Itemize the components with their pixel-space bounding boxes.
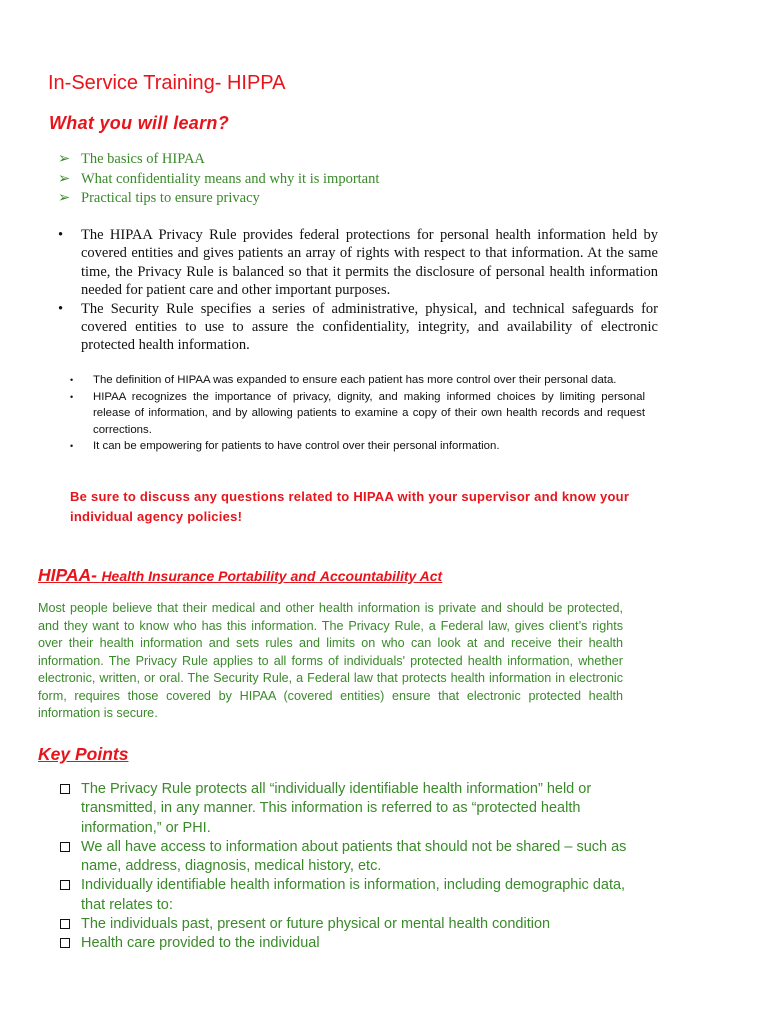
hipaa-paragraph: Most people believe that their medical and other health information is private and should be protected, and they want to know who has this information. The Privacy Rule, a Federal law, gives client’s rights over their health information and sets rules and limits on who can look at and receive their health information. The Privacy Rule applies to all forms of individuals' protected health information, whether electronic, written, or oral. The Security Rule, a Federal law that protects health information in electronic form, requires those covered by HIPAA (covered entities) ensure that electronic protected health information is secure. bbox=[38, 601, 623, 720]
key-points-heading: Key Points bbox=[38, 744, 129, 764]
hipaa-heading-part1: Health Insurance Portability and bbox=[101, 568, 316, 584]
arrow-bullet-icon: ➢ bbox=[58, 170, 71, 187]
rule-bullets bbox=[58, 226, 658, 355]
list-item: ➢ The basics of HIPAA bbox=[58, 150, 379, 170]
hipaa-heading-part2: Accountability Act bbox=[319, 568, 443, 584]
learn-list bbox=[58, 150, 379, 209]
page-title: In-Service Training- HIPPA bbox=[48, 72, 286, 94]
key-points-list bbox=[60, 780, 630, 954]
list-item: ➢ What confidentiality means and why it is important bbox=[58, 170, 379, 190]
list-item: • The definition of HIPAA was expanded to ensure each patient has more control over their personal data. bbox=[70, 372, 645, 389]
arrow-bullet-icon: ➢ bbox=[58, 151, 71, 167]
checkbox-icon bbox=[60, 880, 70, 890]
list-item: The Privacy Rule protects all “individually identifiable health information” held or transmitted, in any manner. This information is referred to as “protected health information,” or PHI. bbox=[60, 780, 630, 838]
list-item: • The Security Rule specifies a series of administrative, physical, and technical safeguards for covered entities to use to assure the confidentiality, integrity, and availability of electronic protected health information. bbox=[58, 300, 658, 354]
learn-heading: What you will learn? bbox=[49, 113, 230, 133]
bullet-icon: • bbox=[70, 441, 74, 451]
checkbox-icon bbox=[60, 938, 70, 948]
supervisor-note: Be sure to discuss any questions related to HIPAA with your supervisor and know your individual agency policies! bbox=[70, 489, 630, 524]
list-item: Health care provided to the individual bbox=[60, 934, 630, 953]
bullet-icon: • bbox=[70, 391, 74, 402]
arrow-bullet-icon: ➢ bbox=[58, 190, 71, 207]
bullet-icon: • bbox=[58, 300, 64, 317]
detail-bullets bbox=[70, 372, 645, 455]
list-item: • HIPAA recognizes the importance of privacy, dignity, and making informed choices by limiting personal release of information, and by allowing patients to examine a copy of their own health records and request corrections. bbox=[70, 390, 645, 436]
checkbox-icon bbox=[60, 842, 70, 852]
list-item: • The HIPAA Privacy Rule provides federal protections for personal health information held by covered entities and gives patients an array of rights with respect to that information. At the same time, the Privacy Rule is balanced so that it permits the disclosure of personal health information needed for patient care and other important purposes. bbox=[58, 227, 658, 299]
checkbox-icon bbox=[60, 919, 70, 929]
list-item: ➢ Practical tips to ensure privacy bbox=[58, 189, 379, 209]
list-item: We all have access to information about patients that should not be shared – such as name, address, diagnosis, medical history, etc. bbox=[60, 838, 630, 877]
list-item: The individuals past, present or future physical or mental health condition bbox=[60, 915, 630, 934]
hipaa-heading bbox=[38, 565, 442, 586]
list-item: • It can be empowering for patients to have control over their personal information. bbox=[70, 438, 645, 455]
bullet-icon: • bbox=[70, 375, 74, 385]
bullet-icon: • bbox=[58, 227, 64, 243]
checkbox-icon bbox=[60, 784, 70, 794]
list-item: Individually identifiable health information is information, including demographic data, that relates to: bbox=[60, 876, 630, 915]
hipaa-acronym: HIPAA- bbox=[38, 565, 97, 585]
